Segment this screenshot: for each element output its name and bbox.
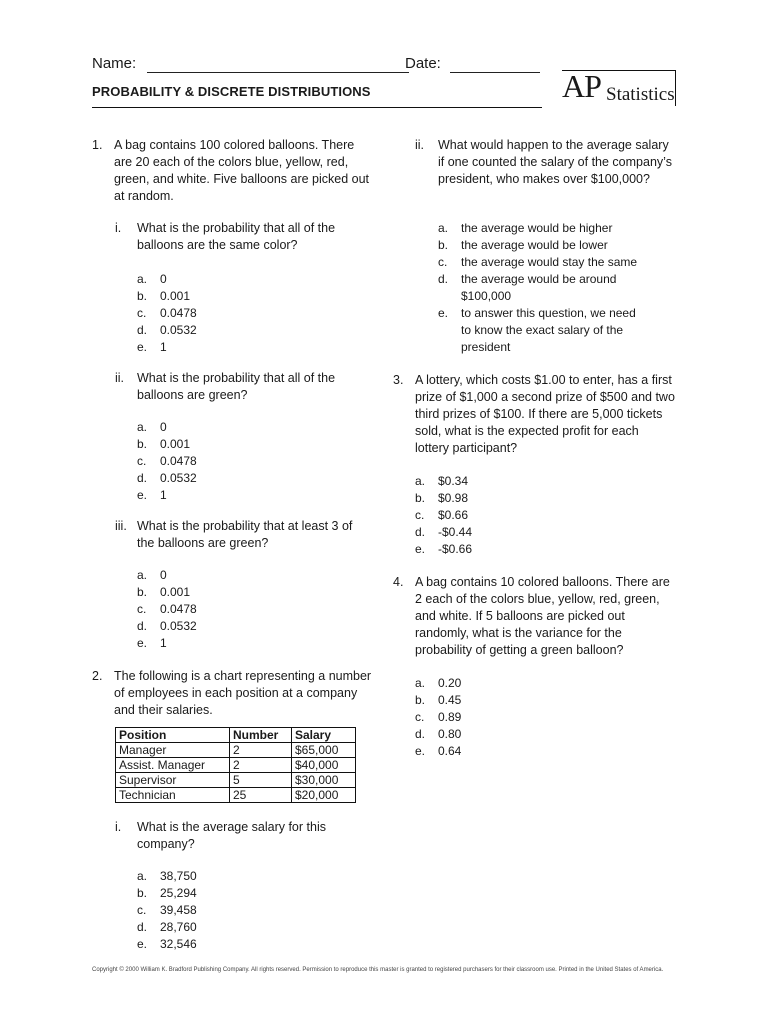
option-text: 0.0532 [160,323,197,337]
answer-option[interactable] [137,322,337,339]
option-letter: d. [137,920,148,934]
question-text: A bag contains 10 colored balloons. There are 2 each of the colors blue, yellow, red, green, and white. If 5 balloons are picked out randomly, what is the variance for the probability of getting a green balloon? [415,575,670,657]
option-letter: a. [438,221,449,235]
option-letter: b. [415,491,426,505]
answer-option[interactable] [137,635,337,652]
option-text: 0.20 [438,676,462,690]
date-label: Date: [405,55,441,72]
answer-option[interactable] [137,436,337,453]
table-cell: Technician [116,788,230,803]
table-row [116,743,356,758]
table-row [116,788,356,803]
title-divider [92,107,542,108]
question-text: A lottery, which costs $1.00 to enter, has a first prize of $1,000 a second prize of $500 and two third prizes of $100. If there are 5,000 tickets sold, what is the expected profit for each lottery participant? [415,373,675,455]
option-text: the average would be around [461,272,617,286]
answer-option[interactable] [137,936,337,953]
option-text: 0.80 [438,727,462,741]
option-text: 38,750 [160,869,197,883]
answer-option[interactable] [415,709,615,726]
answer-option[interactable] [137,305,337,322]
answer-option[interactable] [415,726,615,743]
question-4-options [415,675,615,760]
answer-option[interactable] [415,541,615,558]
option-letter: a. [137,420,148,434]
option-letter: c. [415,508,425,522]
option-letter: d. [137,323,148,337]
question-number: 1. [92,138,103,152]
option-text: 0.64 [438,744,462,758]
option-letter: b. [137,437,148,451]
part-label: iii. [115,519,127,533]
part-label: i. [115,221,122,235]
option-text: 1 [160,488,167,502]
answer-option[interactable] [137,288,337,305]
table-cell: $20,000 [292,788,356,803]
logo-ap-text: AP [562,68,601,104]
option-letter: c. [137,903,147,917]
answer-option[interactable] [137,567,337,584]
option-text: -$0.66 [438,542,473,556]
name-blank [147,72,409,73]
question-text: The following is a chart representing a number of employees in each position at a company and their salaries. [114,669,372,717]
question-1-part-iii-options [137,567,337,652]
option-letter: b. [137,585,148,599]
option-text: 25,294 [160,886,197,900]
option-letter: a. [137,272,148,286]
option-letter: d. [137,471,148,485]
part-text: What is the average salary for this company? [137,820,326,851]
option-letter: d. [137,619,148,633]
answer-option[interactable] [137,453,337,470]
option-text: 0 [160,272,167,286]
answer-option[interactable] [137,902,337,919]
question-text: A bag contains 100 colored balloons. There are 20 each of the colors blue, yellow, red, green, and white. Five balloons are picked out at random. [114,138,370,203]
question-1-part-i-options [137,271,337,356]
logo-rule-right [675,70,676,106]
answer-option[interactable] [137,868,337,885]
answer-option[interactable] [438,254,678,271]
part-text: What would happen to the average salary if one counted the salary of the company’s president, who makes over $100,000? [438,138,672,186]
date-blank [450,72,540,73]
column-header: Number [230,728,292,743]
question-2-part-ii-options [438,220,678,356]
table-cell: Assist. Manager [116,758,230,773]
option-text: to know the exact salary of the [461,323,624,337]
option-text: the average would be higher [461,221,613,235]
answer-option-continued [438,322,678,339]
answer-option[interactable] [137,601,337,618]
option-text: 0 [160,568,167,582]
question-number: 4. [393,575,404,589]
table-header-row [116,728,356,743]
option-letter: c. [137,602,147,616]
answer-option[interactable] [415,524,615,541]
option-text: 0.89 [438,710,462,724]
answer-option[interactable] [438,237,678,254]
table-cell: $65,000 [292,743,356,758]
table-cell: 2 [230,758,292,773]
option-text: 28,760 [160,920,197,934]
answer-option[interactable] [137,487,337,504]
option-letter: e. [438,306,449,320]
option-letter: c. [137,454,147,468]
option-text: president [461,340,511,354]
option-letter: b. [415,693,426,707]
option-text: -$0.44 [438,525,473,539]
column-header: Salary [292,728,356,743]
option-letter: b. [137,886,148,900]
option-letter: c. [137,306,147,320]
option-text: $100,000 [461,289,512,303]
question-2-part-i-options [137,868,337,953]
option-text: 0 [160,420,167,434]
option-letter: e. [137,488,148,502]
table-cell: Manager [116,743,230,758]
option-text: 0.001 [160,437,191,451]
part-text: What is the probability that all of the balloons are green? [137,371,336,402]
option-text: 0.001 [160,289,191,303]
part-text: What is the probability that at least 3 of the balloons are green? [137,519,353,550]
option-text: 0.001 [160,585,191,599]
table-row [116,773,356,788]
name-date-line [92,55,552,77]
copyright-footer: Copyright © 2000 William K. Bradford Publishing Company. All rights reserved. Permission to reproduce this master is granted to registered purchasers for their classroom use. Printed in the United States of America. [92,967,664,973]
option-letter: b. [137,289,148,303]
ap-statistics-logo [562,70,678,108]
answer-option[interactable] [438,271,678,288]
answer-option[interactable] [137,885,337,902]
answer-option-continued [438,339,678,356]
part-text: What is the probability that all of the balloons are the same color? [137,221,336,252]
answer-option[interactable] [415,743,615,760]
option-letter: b. [438,238,449,252]
option-letter: c. [415,710,425,724]
option-text: 0.0532 [160,619,197,633]
option-letter: a. [415,474,426,488]
answer-option[interactable] [415,675,615,692]
option-text: 0.45 [438,693,462,707]
option-text: 0.0478 [160,454,197,468]
option-letter: a. [137,568,148,582]
table-cell: Supervisor [116,773,230,788]
option-text: 0.0478 [160,602,197,616]
option-text: 1 [160,340,167,354]
option-text: 39,458 [160,903,197,917]
part-label: ii. [415,138,425,152]
logo-subject-text: Statistics [606,84,675,105]
table-cell: $40,000 [292,758,356,773]
table-cell: $30,000 [292,773,356,788]
option-letter: a. [415,676,426,690]
option-text: 0.0532 [160,471,197,485]
answer-option[interactable] [438,305,678,322]
answer-option[interactable] [137,339,337,356]
option-letter: d. [415,525,426,539]
option-text: 32,546 [160,937,197,951]
answer-option[interactable] [415,692,615,709]
option-letter: e. [137,937,148,951]
table-row [116,758,356,773]
option-text: $0.34 [438,474,469,488]
answer-option[interactable] [137,919,337,936]
option-letter: c. [438,255,448,269]
column-header: Position [116,728,230,743]
option-letter: d. [438,272,449,286]
question-1-part-ii-options [137,419,337,504]
answer-option[interactable] [415,507,615,524]
question-number: 3. [393,373,404,387]
option-text: the average would be lower [461,238,608,252]
option-letter: e. [415,542,426,556]
salary-table [115,727,356,803]
option-letter: a. [137,869,148,883]
option-text: to answer this question, we need [461,306,636,320]
option-letter: e. [137,340,148,354]
answer-option[interactable] [415,473,615,490]
option-letter: d. [415,727,426,741]
question-number: 2. [92,669,103,683]
option-text: $0.66 [438,508,469,522]
answer-option[interactable] [415,490,615,507]
answer-option[interactable] [438,220,678,237]
table-cell: 2 [230,743,292,758]
part-label: ii. [115,371,125,385]
worksheet-title: PROBABILITY & DISCRETE DISTRIBUTIONS [92,84,371,99]
option-letter: e. [415,744,426,758]
answer-option-continued [438,288,678,305]
answer-option[interactable] [137,584,337,601]
answer-option[interactable] [137,618,337,635]
option-text: $0.98 [438,491,469,505]
option-text: the average would stay the same [461,255,638,269]
name-label: Name: [92,55,137,72]
table-cell: 25 [230,788,292,803]
question-3-options [415,473,615,558]
option-text: 1 [160,636,167,650]
answer-option[interactable] [137,470,337,487]
part-label: i. [115,820,122,834]
option-text: 0.0478 [160,306,197,320]
table-cell: 5 [230,773,292,788]
answer-option[interactable] [137,419,337,436]
answer-option[interactable] [137,271,337,288]
option-letter: e. [137,636,148,650]
